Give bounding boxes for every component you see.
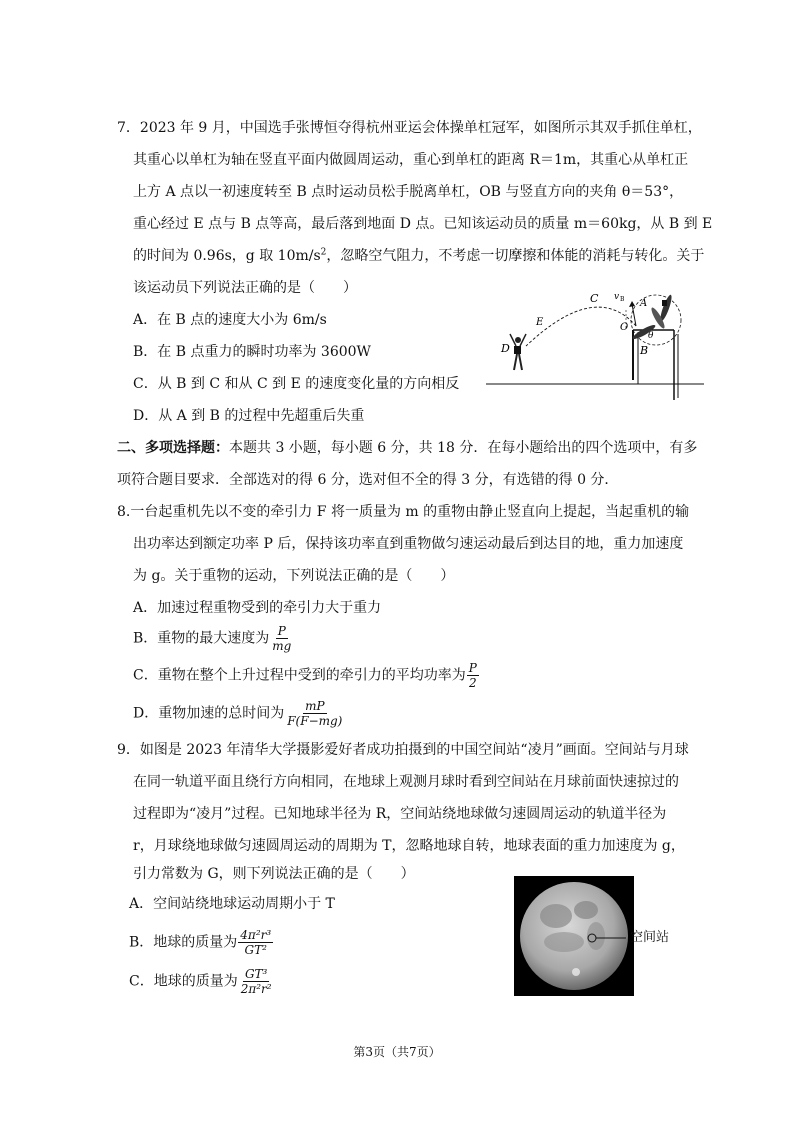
q8-option-a: A．加速过程重物受到的牵引力大于重力 [133, 600, 382, 616]
q7-line-1: 7．2023 年 9 月，中国选手张博恒夺得杭州亚运会体操单杠冠军，如图所示其双手抓住单杠， [117, 120, 702, 136]
q9-line-4: r，月球绕地球做匀速圆周运动的周期为 T，忽略地球自转，地球表面的重力加速度为 g， [133, 838, 685, 854]
q8-d-den: F(F−mg) [287, 714, 343, 728]
station-pointer [596, 936, 626, 942]
q8-line-3: 为 g。关于重物的运动，下列说法正确的是（ ） [133, 568, 455, 584]
label-theta: θ [648, 331, 654, 341]
label-e: E [536, 317, 544, 328]
q7-line-5-pre: 的时间为 0.96s，g 取 10m/s [133, 248, 321, 264]
q8-c-den: 2 [468, 676, 477, 690]
q7-line-4: 重心经过 E 点与 B 点等高，最后落到地面 D 点。已知该运动员的质量 m＝60kg，从 B 到 E [133, 216, 713, 232]
q8-option-d-fraction [285, 699, 344, 728]
gymnastics-bar-figure [486, 290, 706, 400]
q7-line-5-sup: 2 [320, 247, 327, 258]
label-b: B [640, 344, 649, 357]
section-2-title: 二、多项选择题： [117, 440, 229, 456]
label-c: C [590, 292, 599, 305]
q8-line-1: 8.一台起重机先以不变的牵引力 F 将一质量为 m 的重物由静止竖直向上提起，当起重机的输 [117, 504, 690, 520]
q9-option-c-text: C．地球的质量为 [129, 973, 238, 990]
q8-option-d [133, 699, 344, 728]
q8-b-den: mg [272, 639, 292, 653]
q9-line-2: 在同一轨道平面且绕行方向相同，在地球上观测月球时看到空间站在月球前面快速掠过的 [133, 774, 679, 790]
q9-option-c-fraction [239, 967, 274, 996]
q7-line-6: 该运动员下列说法正确的是（ ） [133, 280, 357, 296]
q8-option-c [133, 661, 479, 690]
q8-c-num: P [468, 661, 477, 675]
label-d: D [501, 342, 510, 355]
q7-line-5-post: ，忽略空气阻力，不考虑一切摩擦和体能的消耗与转化。关于 [326, 248, 705, 264]
q9-c-den: 2π²r² [240, 982, 272, 996]
station-label: 空间站 [630, 930, 670, 945]
q9-line-5: 引力常数为 G，则下列说法正确的是（ ） [133, 866, 415, 882]
label-a: A [640, 298, 648, 309]
section-2-text-1: 本题共 3 小题，每小题 6 分，共 18 分．在每小题给出的四个选项中，有多 [229, 440, 698, 456]
q7-line-3: 上方 A 点以一初速度转至 B 点时运动员松手脱离单杠，OB 与竖直方向的夹角 θ＝53°， [133, 184, 684, 200]
label-o: O [620, 322, 629, 333]
q9-option-a: A．空间站绕地球运动周期小于 T [129, 896, 335, 912]
q7-line-2: 其重心以单杠为轴在竖直平面内做圆周运动，重心到单杠的距离 R＝1m，其重心从单杠正 [133, 152, 689, 168]
q9-option-c [129, 967, 274, 996]
section-2-text-2: 项符合题目要求．全部选对的得 6 分，选对但不全的得 3 分，有选错的得 0 分． [117, 472, 619, 488]
q7-option-a: A．在 B 点的速度大小为 6m/s [133, 312, 327, 328]
page-footer: 第3页（共7页） [353, 1045, 441, 1059]
q8-d-num: mP [305, 699, 325, 713]
q9-c-num: GT³ [244, 967, 268, 981]
q7-option-b: B．在 B 点重力的瞬时功率为 3600W [133, 344, 371, 360]
q8-line-2: 出功率达到额定功率 P 后，保持该功率直到重物做匀速运动最后到达目的地，重力加速度 [133, 536, 684, 552]
q9-option-b [129, 928, 273, 957]
q8-option-b-fraction [270, 624, 293, 653]
q7-option-c: C．从 B 到 C 和从 C 到 E 的速度变化量的方向相反 [133, 376, 460, 392]
q7-line-5 [133, 246, 704, 266]
q9-line-1: 9．如图是 2023 年清华大学摄影爱好者成功拍摄到的中国空间站“凌月”画面。空间站与月球 [117, 742, 689, 758]
q9-option-b-fraction [238, 928, 273, 957]
label-vb-sub: B [620, 296, 625, 303]
q9-option-b-text: B．地球的质量为 [129, 934, 238, 951]
q7-option-d: D．从 A 到 B 的过程中先超重后失重 [133, 408, 365, 424]
q8-option-b [133, 624, 293, 653]
q8-b-num: P [277, 624, 286, 638]
q8-option-d-text: D．重物加速的总时间为 [133, 705, 285, 722]
section-2-header [117, 438, 697, 458]
q8-option-c-fraction [467, 661, 479, 690]
q8-option-c-text: C．重物在整个上升过程中受到的牵引力的平均功率为 [133, 667, 466, 684]
label-vb: v [614, 292, 620, 302]
q9-line-3: 过程即为“凌月”过程。已知地球半径为 R，空间站绕地球做匀速圆周运动的轨道半径为 [133, 806, 667, 822]
q9-b-den: GT² [244, 943, 267, 957]
q9-b-num: 4π²r³ [240, 928, 272, 942]
q8-option-b-text: B．重物的最大速度为 [133, 630, 270, 647]
